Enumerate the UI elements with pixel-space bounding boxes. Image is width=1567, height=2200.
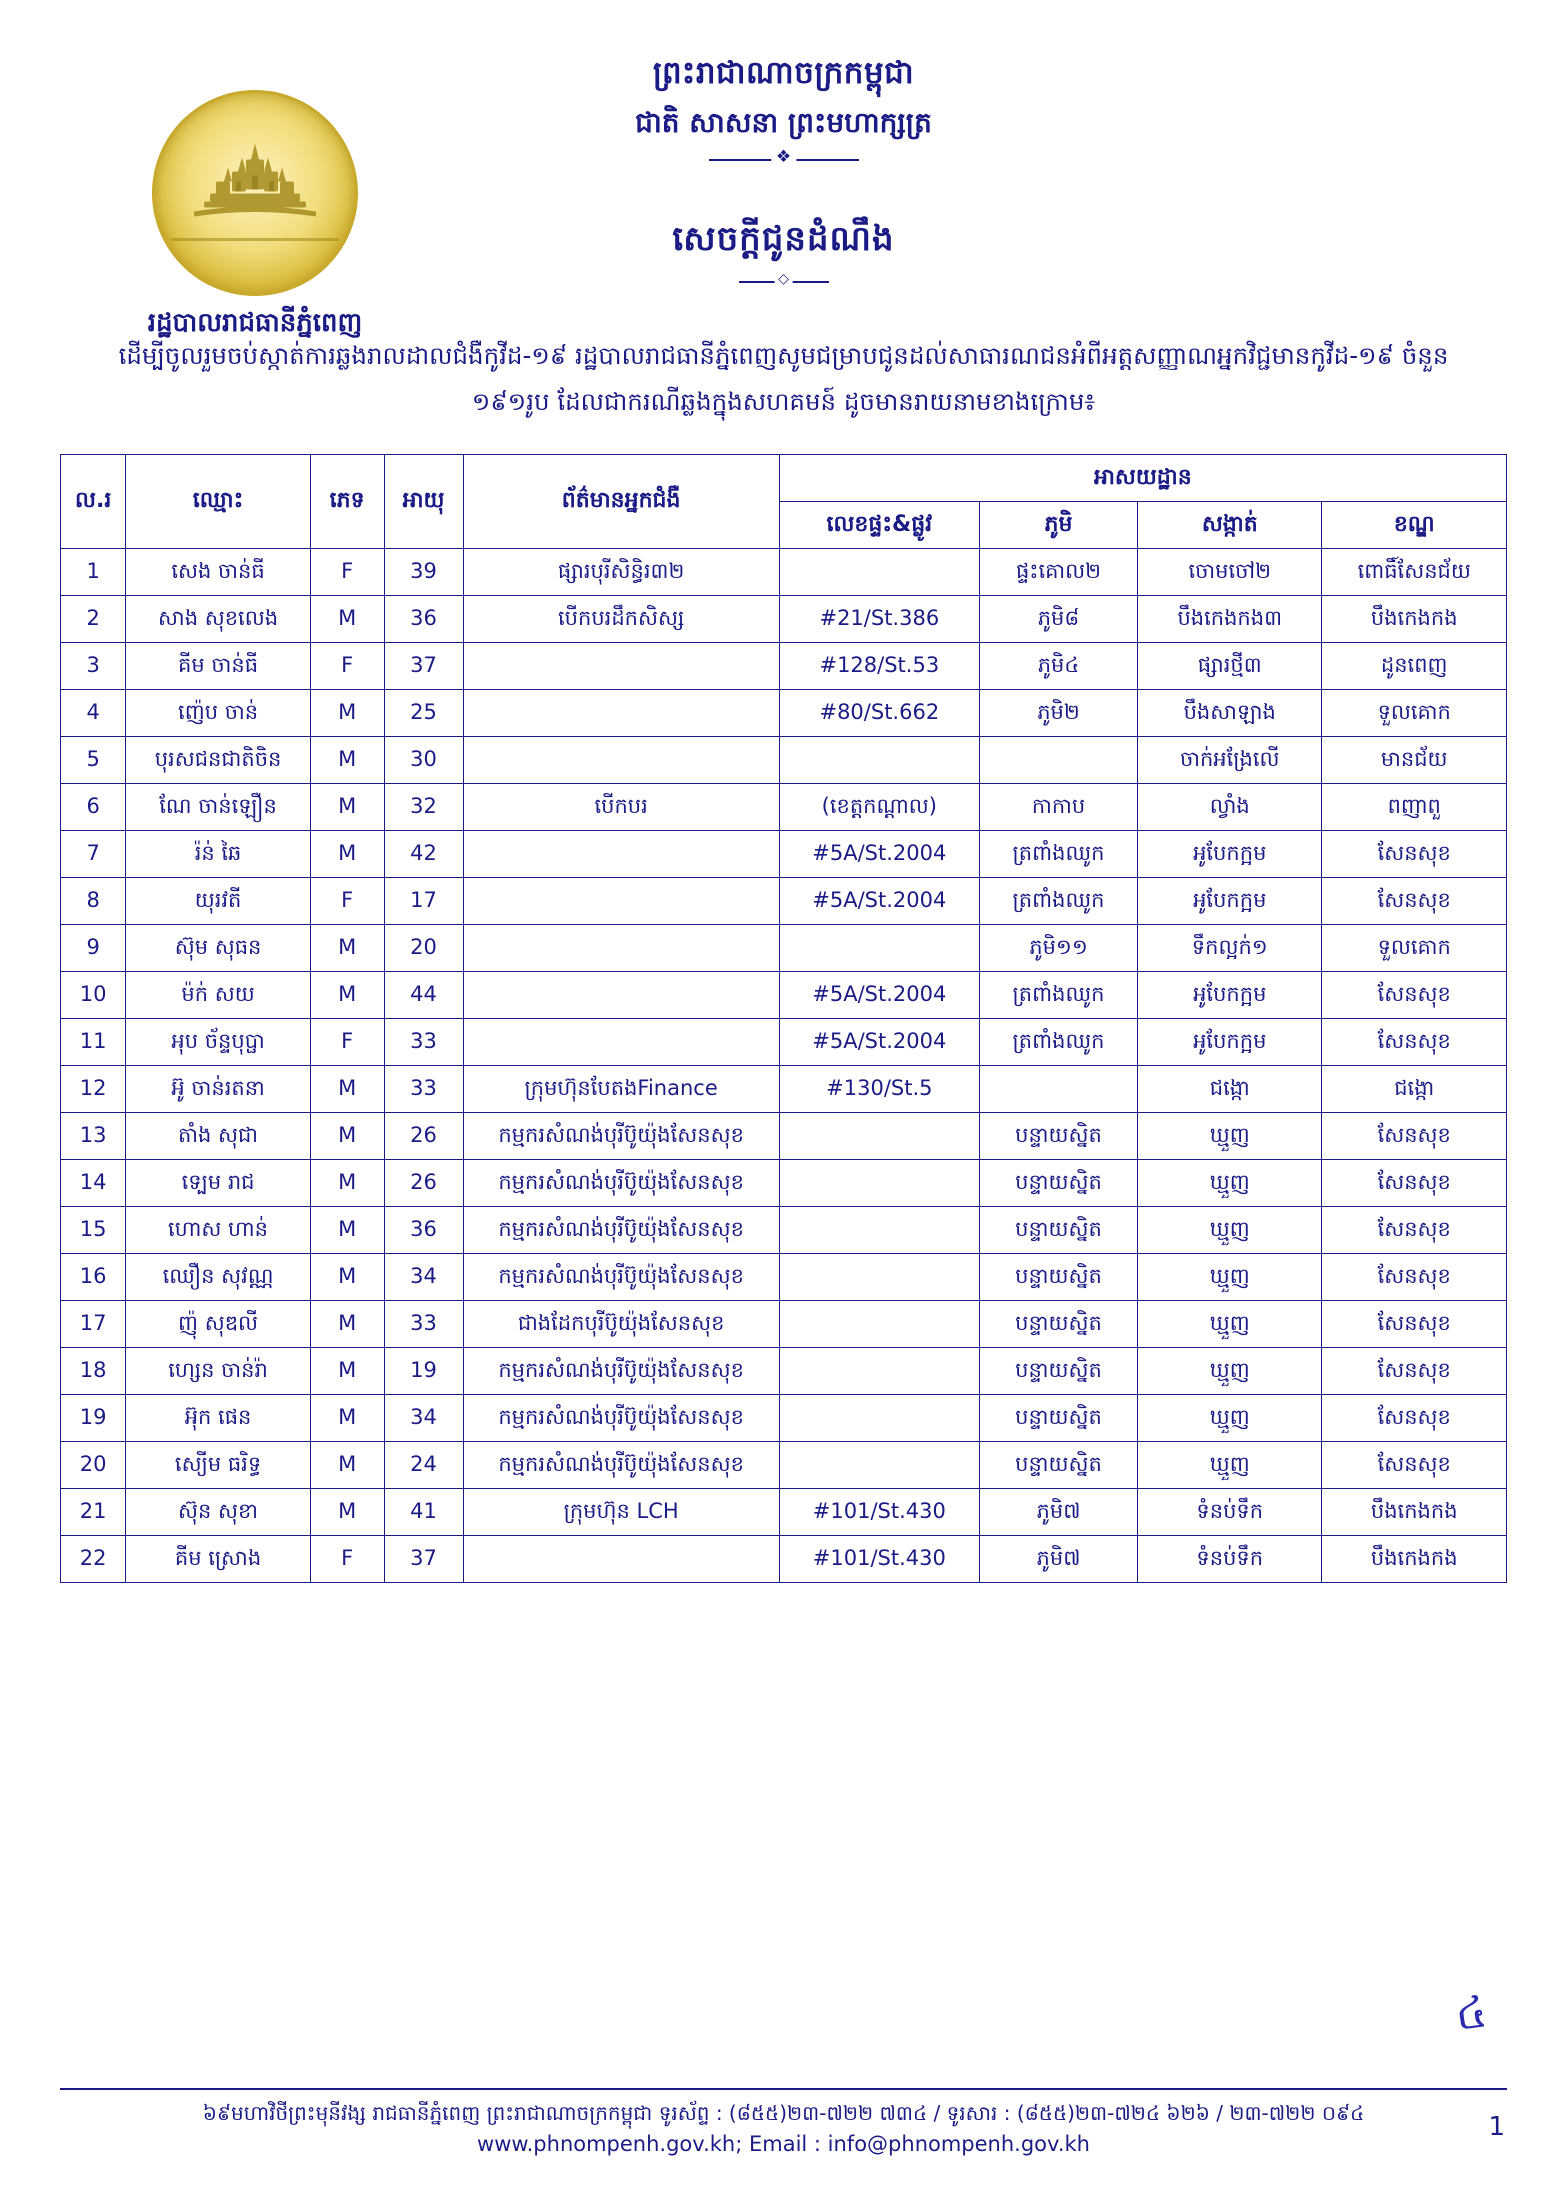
table-head <box>61 454 1507 548</box>
cell-name: គីម ស្រោង <box>126 1535 310 1582</box>
cell-no: 13 <box>61 1112 126 1159</box>
cell-age: 25 <box>384 689 463 736</box>
cell-age: 33 <box>384 1018 463 1065</box>
cell-name: ម៉ក់ សយ <box>126 971 310 1018</box>
cell-street <box>779 1112 979 1159</box>
table-row <box>61 877 1507 924</box>
cell-no: 22 <box>61 1535 126 1582</box>
cell-age: 39 <box>384 548 463 595</box>
cell-district: ជង្កោ <box>1322 1065 1507 1112</box>
cell-name: ស្យើម ធរិទ្ធ <box>126 1441 310 1488</box>
cell-street: #80/St.662 <box>779 689 979 736</box>
cell-age: 37 <box>384 1535 463 1582</box>
table-row <box>61 1018 1507 1065</box>
cell-name: ស៊ុម សុធន <box>126 924 310 971</box>
cell-info: បើកបរ <box>463 783 779 830</box>
cell-commune: ឃ្មួញ <box>1138 1394 1322 1441</box>
cell-district: ទួលគោក <box>1322 689 1507 736</box>
cell-sex: M <box>310 1065 384 1112</box>
cell-district: ពោធិ៍សែនជ័យ <box>1322 548 1507 595</box>
cell-name: ហោស ហាន់ <box>126 1206 310 1253</box>
cell-age: 19 <box>384 1347 463 1394</box>
cell-village: កាកាប <box>979 783 1137 830</box>
cell-info: កម្មករសំណង់បុរីប៊ូយ៉ុងសែនសុខ <box>463 1253 779 1300</box>
cell-village: ត្រពាំងឈូក <box>979 877 1137 924</box>
municipality-caption: រដ្ឋបាលរាជធានីភ្នំពេញ <box>147 308 363 338</box>
cell-info: កម្មករសំណង់បុរីប៊ូយ៉ុងសែនសុខ <box>463 1112 779 1159</box>
cell-street: #101/St.430 <box>779 1535 979 1582</box>
cell-info: ផ្សារបុរីសិន្ធិរ៣២ <box>463 548 779 595</box>
cell-no: 15 <box>61 1206 126 1253</box>
cell-no: 19 <box>61 1394 126 1441</box>
cell-no: 5 <box>61 736 126 783</box>
cell-name: យុរវតី <box>126 877 310 924</box>
cell-street: #5A/St.2004 <box>779 971 979 1018</box>
cell-village: បន្ទាយស្និត <box>979 1159 1137 1206</box>
cell-age: 42 <box>384 830 463 877</box>
cell-sex: F <box>310 642 384 689</box>
cell-village: បន្ទាយស្និត <box>979 1300 1137 1347</box>
cell-age: 26 <box>384 1159 463 1206</box>
cell-street: (ខេត្តកណ្ដាល) <box>779 783 979 830</box>
cell-no: 16 <box>61 1253 126 1300</box>
table-row <box>61 1253 1507 1300</box>
cell-village: ភូមិ៤ <box>979 642 1137 689</box>
cell-village: ភូមិ៧ <box>979 1488 1137 1535</box>
cell-sex: M <box>310 971 384 1018</box>
cell-sex: M <box>310 1112 384 1159</box>
cell-info: ជាងដែកបុរីប៊ូយ៉ុងសែនសុខ <box>463 1300 779 1347</box>
cell-no: 6 <box>61 783 126 830</box>
table-row <box>61 971 1507 1018</box>
cell-info: ក្រុមហ៊ុន LCH <box>463 1488 779 1535</box>
cell-village: បន្ទាយស្និត <box>979 1206 1137 1253</box>
temple-illustration-icon <box>180 138 330 233</box>
cell-district: សែនសុខ <box>1322 1018 1507 1065</box>
table-row <box>61 689 1507 736</box>
cell-info <box>463 736 779 783</box>
cell-street <box>779 1441 979 1488</box>
cell-info: កម្មករសំណង់បុរីប៊ូយ៉ុងសែនសុខ <box>463 1206 779 1253</box>
table-row <box>61 1441 1507 1488</box>
th-commune: សង្កាត់ <box>1138 501 1322 548</box>
cell-sex: M <box>310 595 384 642</box>
cell-street <box>779 1300 979 1347</box>
cell-commune: ល្វាំង <box>1138 783 1322 830</box>
cell-no: 2 <box>61 595 126 642</box>
cell-district: សែនសុខ <box>1322 830 1507 877</box>
th-info: ព័ត៌មានអ្នកជំងឺ <box>463 454 779 548</box>
cell-street: #101/St.430 <box>779 1488 979 1535</box>
cell-street: #5A/St.2004 <box>779 877 979 924</box>
title-ornament-icon <box>729 275 839 289</box>
cell-street <box>779 1159 979 1206</box>
cell-name: ញ៉ុ សុឌលី <box>126 1300 310 1347</box>
cell-sex: M <box>310 924 384 971</box>
cell-sex: F <box>310 1535 384 1582</box>
footer-address: ៦៩មហាវិថីព្រះមុនីវង្ស រាជធានីភ្នំពេញ ព្រះរាជាណាចក្រកម្ពុជា ទូរស័ព្ទ : (៨៥៥)២៣-៧២២ ៧៣៤ / ទូរសារ : (៨៥៥)២៣-៧២៤ ៦២៦ / ២៣-៧២២ ០៩៤ <box>202 2101 1365 2126</box>
cell-village: ត្រពាំងឈូក <box>979 1018 1137 1065</box>
cell-sex: F <box>310 877 384 924</box>
cell-name: សាង សុខលេង <box>126 595 310 642</box>
national-motto: ជាតិ សាសនា ព្រះមហាក្សត្រ <box>635 105 932 139</box>
cell-district: ដូនពេញ <box>1322 642 1507 689</box>
cell-no: 8 <box>61 877 126 924</box>
cell-commune: អូបែកក្អម <box>1138 830 1322 877</box>
cell-district: បឹងកេងកង <box>1322 595 1507 642</box>
table-row <box>61 1065 1507 1112</box>
cell-village: ភូមិ៧ <box>979 1535 1137 1582</box>
th-address-group: អាសយដ្ឋាន <box>779 454 1506 501</box>
th-district: ខណ្ឌ <box>1322 501 1507 548</box>
cell-commune: ចាក់អង្រែលើ <box>1138 736 1322 783</box>
th-age: អាយុ <box>384 454 463 548</box>
cell-commune: ចោមចៅ២ <box>1138 548 1322 595</box>
footer-website: www.phnompenh.gov.kh; Email : info@phnompenh.gov.kh <box>477 2132 1090 2157</box>
cell-name: ឈឿន សុវណ្ណ <box>126 1253 310 1300</box>
table-row <box>61 1112 1507 1159</box>
cell-village: ភូមិ៨ <box>979 595 1137 642</box>
table-body <box>61 548 1507 1582</box>
th-no: ល.រ <box>61 454 126 548</box>
cell-age: 30 <box>384 736 463 783</box>
cell-village: បន្ទាយស្និត <box>979 1394 1137 1441</box>
cell-street <box>779 736 979 783</box>
cell-district: សែនសុខ <box>1322 1300 1507 1347</box>
cell-info: កម្មករសំណង់បុរីប៊ូយ៉ុងសែនសុខ <box>463 1394 779 1441</box>
cell-name: ស៊ុន សុខា <box>126 1488 310 1535</box>
cell-district: មានជ័យ <box>1322 736 1507 783</box>
table-row <box>61 1394 1507 1441</box>
patients-table <box>60 454 1507 1583</box>
cell-street: #5A/St.2004 <box>779 1018 979 1065</box>
cell-name: ញ៉េប ចាន់ <box>126 689 310 736</box>
th-street: លេខផ្ទះ&ផ្លូវ <box>779 501 979 548</box>
cell-sex: M <box>310 1206 384 1253</box>
cell-street <box>779 1253 979 1300</box>
cell-commune: អូបែកក្អម <box>1138 971 1322 1018</box>
cell-commune: ឃ្មួញ <box>1138 1112 1322 1159</box>
cell-sex: M <box>310 830 384 877</box>
table-row <box>61 1300 1507 1347</box>
divider-ornament-icon <box>709 151 859 169</box>
cell-village: បន្ទាយស្និត <box>979 1441 1137 1488</box>
table-row <box>61 595 1507 642</box>
cell-age: 26 <box>384 1112 463 1159</box>
cell-village: ភូមិ២ <box>979 689 1137 736</box>
cell-district: សែនសុខ <box>1322 1253 1507 1300</box>
cell-no: 21 <box>61 1488 126 1535</box>
table-row <box>61 830 1507 877</box>
cell-village <box>979 736 1137 783</box>
cell-info: កម្មករសំណង់បុរីប៊ូយ៉ុងសែនសុខ <box>463 1441 779 1488</box>
cell-info <box>463 1018 779 1065</box>
cell-name: ហេ្សន ចាន់រ៉ា <box>126 1347 310 1394</box>
cell-info: ក្រុមហ៊ុនបែតងFinance <box>463 1065 779 1112</box>
cell-district: ពញាពួ <box>1322 783 1507 830</box>
cell-no: 18 <box>61 1347 126 1394</box>
cell-district: សែនសុខ <box>1322 1159 1507 1206</box>
cell-age: 20 <box>384 924 463 971</box>
cell-sex: M <box>310 1347 384 1394</box>
cell-name: បុរសជនជាតិចិន <box>126 736 310 783</box>
cell-village: ភូមិ១១ <box>979 924 1137 971</box>
intro-paragraph: ដើម្បីចូលរួមចប់ស្កាត់ការឆ្លងរាលដាលជំងឺកូវីដ-១៩ រដ្ឋបាលរាជធានីភ្នំពេញសូមជម្រាបជូនដល់សាធារណជនអំពីអត្តសញ្ញាណអ្នកវិជ្ជមានកូវីដ-១៩ ចំនួន ១៩១រូប ដែលជាករណីឆ្លងក្នុងសហគមន៍ ដូចមានរាយនាមខាងក្រោម៖ <box>118 341 1449 416</box>
table-row <box>61 924 1507 971</box>
cell-info <box>463 877 779 924</box>
cell-commune: ឃ្មួញ <box>1138 1300 1322 1347</box>
cell-district: សែនសុខ <box>1322 1394 1507 1441</box>
cell-commune: អូបែកក្អម <box>1138 877 1322 924</box>
table-row <box>61 1535 1507 1582</box>
cell-commune: ទំនប់ទឹក <box>1138 1535 1322 1582</box>
cell-sex: M <box>310 1159 384 1206</box>
cell-sex: M <box>310 1441 384 1488</box>
cell-no: 14 <box>61 1159 126 1206</box>
cell-sex: F <box>310 1018 384 1065</box>
cell-commune: បឹងសាឡាង <box>1138 689 1322 736</box>
cell-name: អ៊ូ ចាន់រតនា <box>126 1065 310 1112</box>
cell-district: សែនសុខ <box>1322 1206 1507 1253</box>
seal-baseline <box>171 238 339 241</box>
cell-name: អ៊ុក ផេន <box>126 1394 310 1441</box>
cell-sex: M <box>310 1300 384 1347</box>
cell-district: សែនសុខ <box>1322 1112 1507 1159</box>
cell-village: បន្ទាយស្និត <box>979 1347 1137 1394</box>
table-row <box>61 642 1507 689</box>
cell-age: 34 <box>384 1394 463 1441</box>
cell-age: 41 <box>384 1488 463 1535</box>
cell-street <box>779 1206 979 1253</box>
cell-info <box>463 689 779 736</box>
footer-divider <box>60 2088 1507 2090</box>
cell-village: បន្ទាយស្និត <box>979 1112 1137 1159</box>
cell-street <box>779 548 979 595</box>
cell-name: រ៉ន់ ឆៃ <box>126 830 310 877</box>
cell-village <box>979 1065 1137 1112</box>
cell-district: ទួលគោក <box>1322 924 1507 971</box>
cell-no: 3 <box>61 642 126 689</box>
cell-name: តាំង សុជា <box>126 1112 310 1159</box>
cell-sex: F <box>310 548 384 595</box>
cell-age: 33 <box>384 1300 463 1347</box>
table-row <box>61 548 1507 595</box>
cell-street <box>779 1394 979 1441</box>
cell-age: 17 <box>384 877 463 924</box>
cell-district: សែនសុខ <box>1322 877 1507 924</box>
cell-village: ផ្ទះគោល២ <box>979 548 1137 595</box>
cell-district: បឹងកេងកង <box>1322 1535 1507 1582</box>
table-row <box>61 1488 1507 1535</box>
cell-district: សែនសុខ <box>1322 971 1507 1018</box>
cell-info: បើកបរដឹកសិស្ស <box>463 595 779 642</box>
cell-commune: អូបែកក្អម <box>1138 1018 1322 1065</box>
cell-commune: ឃ្មួញ <box>1138 1347 1322 1394</box>
cell-age: 33 <box>384 1065 463 1112</box>
phnom-penh-seal-icon <box>152 90 358 296</box>
cell-district: សែនសុខ <box>1322 1441 1507 1488</box>
kingdom-title: ព្រះរាជាណាចក្រកម្ពុជា <box>652 55 915 91</box>
th-sex: ភេទ <box>310 454 384 548</box>
cell-sex: M <box>310 1394 384 1441</box>
cell-sex: M <box>310 736 384 783</box>
cell-info <box>463 971 779 1018</box>
cell-info <box>463 830 779 877</box>
cell-commune: ផ្សារថ្មី៣ <box>1138 642 1322 689</box>
cell-name: សេង ចាន់ធី <box>126 548 310 595</box>
cell-village: ត្រពាំងឈូក <box>979 830 1137 877</box>
cell-info: កម្មករសំណង់បុរីប៊ូយ៉ុងសែនសុខ <box>463 1347 779 1394</box>
cell-district: បឹងកេងកង <box>1322 1488 1507 1535</box>
cell-age: 24 <box>384 1441 463 1488</box>
cell-village: ត្រពាំងឈូក <box>979 971 1137 1018</box>
table-row <box>61 1347 1507 1394</box>
cell-name: ណែ ចាន់ឡឿន <box>126 783 310 830</box>
cell-info <box>463 1535 779 1582</box>
table-row <box>61 1159 1507 1206</box>
cell-info <box>463 642 779 689</box>
cell-no: 17 <box>61 1300 126 1347</box>
cell-age: 32 <box>384 783 463 830</box>
cell-no: 12 <box>61 1065 126 1112</box>
cell-street: #130/St.5 <box>779 1065 979 1112</box>
cell-age: 36 <box>384 595 463 642</box>
cell-name: ទ្បេម រាជ <box>126 1159 310 1206</box>
page-number: 1 <box>1488 2112 1505 2142</box>
cell-name: គីម ចាន់ធី <box>126 642 310 689</box>
table-row <box>61 783 1507 830</box>
cell-age: 36 <box>384 1206 463 1253</box>
cell-village: បន្ទាយស្និត <box>979 1253 1137 1300</box>
cell-commune: ទឹកល្អក់១ <box>1138 924 1322 971</box>
cell-no: 7 <box>61 830 126 877</box>
th-name: ឈ្មោះ <box>126 454 310 548</box>
cell-sex: M <box>310 1253 384 1300</box>
table-header-row-1 <box>61 454 1507 501</box>
cell-sex: M <box>310 689 384 736</box>
cell-district: សែនសុខ <box>1322 1347 1507 1394</box>
table-row <box>61 1206 1507 1253</box>
cell-commune: ឃ្មួញ <box>1138 1441 1322 1488</box>
th-village: ភូមិ <box>979 501 1137 548</box>
cell-commune: ជង្កោ <box>1138 1065 1322 1112</box>
cell-no: 9 <box>61 924 126 971</box>
cell-no: 1 <box>61 548 126 595</box>
cell-commune: ឃ្មួញ <box>1138 1253 1322 1300</box>
cell-street: #21/St.386 <box>779 595 979 642</box>
cell-commune: ទំនប់ទឹក <box>1138 1488 1322 1535</box>
cell-no: 20 <box>61 1441 126 1488</box>
cell-street: #5A/St.2004 <box>779 830 979 877</box>
cell-no: 11 <box>61 1018 126 1065</box>
cell-info: កម្មករសំណង់បុរីប៊ូយ៉ុងសែនសុខ <box>463 1159 779 1206</box>
cell-street <box>779 924 979 971</box>
cell-commune: បឹងកេងកង៣ <box>1138 595 1322 642</box>
table-row <box>61 736 1507 783</box>
cell-name: អុប ច័ន្ទបុប្ផា <box>126 1018 310 1065</box>
signature-mark: ៤ <box>1451 1986 1490 2041</box>
seal-block <box>80 90 430 344</box>
cell-commune: ឃ្មួញ <box>1138 1159 1322 1206</box>
cell-age: 37 <box>384 642 463 689</box>
cell-sex: M <box>310 1488 384 1535</box>
cell-age: 44 <box>384 971 463 1018</box>
cell-street <box>779 1347 979 1394</box>
cell-no: 4 <box>61 689 126 736</box>
page-title: សេចក្តីជូនដំណឹង <box>672 219 895 260</box>
cell-info <box>463 924 779 971</box>
document-footer <box>60 2088 1507 2162</box>
cell-age: 34 <box>384 1253 463 1300</box>
cell-sex: M <box>310 783 384 830</box>
cell-commune: ឃ្មួញ <box>1138 1206 1322 1253</box>
cell-street: #128/St.53 <box>779 642 979 689</box>
cell-no: 10 <box>61 971 126 1018</box>
